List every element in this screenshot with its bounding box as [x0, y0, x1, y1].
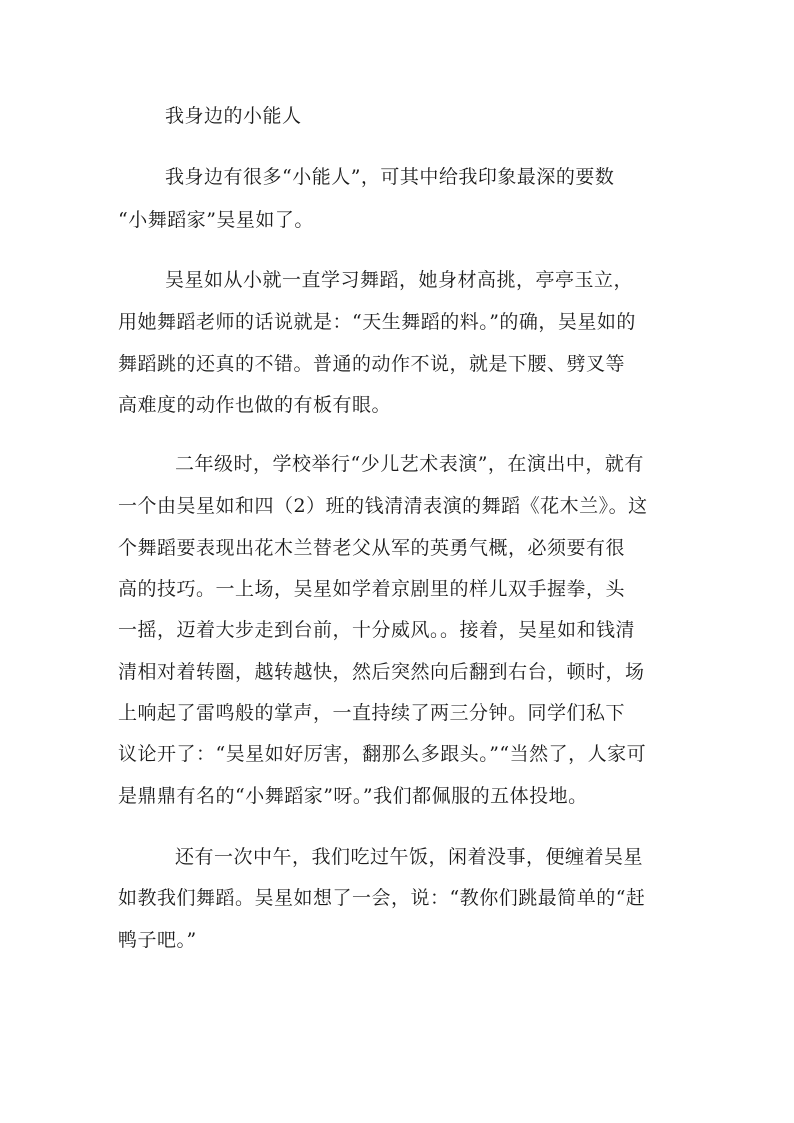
paragraph-3-line-7: 上响起了雷鸣般的掌声，一直持续了两三分钟。同学们私下: [118, 702, 626, 724]
paragraph-3-line-5: 一摇，迈着大步走到台前，十分威风。。接着，吴星如和钱清: [118, 619, 636, 641]
paragraph-3-line-1: 二年级时，学校举行“少儿艺术表演”，在演出中，就有: [175, 453, 644, 475]
paragraph-1-line-2: “小舞蹈家”吴星如了。: [118, 209, 314, 231]
paragraph-2-line-2: 用她舞蹈老师的话说就是：“天生舞蹈的料。”的确，吴星如的: [118, 311, 636, 333]
essay-title: 我身边的小能人: [165, 105, 302, 127]
paragraph-4-line-2: 如教我们舞蹈。吴星如想了一会，说：“教你们跳最简单的“赶: [118, 887, 646, 909]
paragraph-3-line-8: 议论开了：“吴星如好厉害，翻那么多跟头。”“当然了，人家可: [118, 743, 647, 765]
paragraph-3-line-3: 个舞蹈要表现出花木兰替老父从军的英勇气概，必须要有很: [118, 537, 626, 559]
paragraph-2-line-3: 舞蹈跳的还真的不错。普通的动作不说，就是下腰、劈叉等: [118, 353, 626, 375]
paragraph-4-line-1: 还有一次中午，我们吃过午饭，闲着没事，便缠着吴星: [175, 846, 644, 868]
paragraph-3-line-9: 是鼎鼎有名的“小舞蹈家”呀。”我们都佩服的五体投地。: [118, 785, 588, 807]
paragraph-3-line-4: 高的技巧。一上场，吴星如学着京剧里的样儿双手握拳，头: [118, 578, 626, 600]
paragraph-1-line-1: 我身边有很多“小能人”，可其中给我印象最深的要数: [165, 166, 615, 188]
paragraph-3-line-2: 一个由吴星如和四（2）班的钱清清表演的舞蹈《花木兰》。这: [118, 495, 648, 517]
paragraph-4-line-3: 鸭子吧。”: [118, 929, 197, 951]
paragraph-2-line-4: 高难度的动作也做的有板有眼。: [118, 394, 392, 416]
paragraph-3-line-6: 清相对着转圈，越转越快，然后突然向后翻到右台，顿时，场: [118, 661, 645, 683]
paragraph-2-line-1: 吴星如从小就一直学习舞蹈，她身材高挑，亭亭玉立，: [165, 269, 634, 291]
